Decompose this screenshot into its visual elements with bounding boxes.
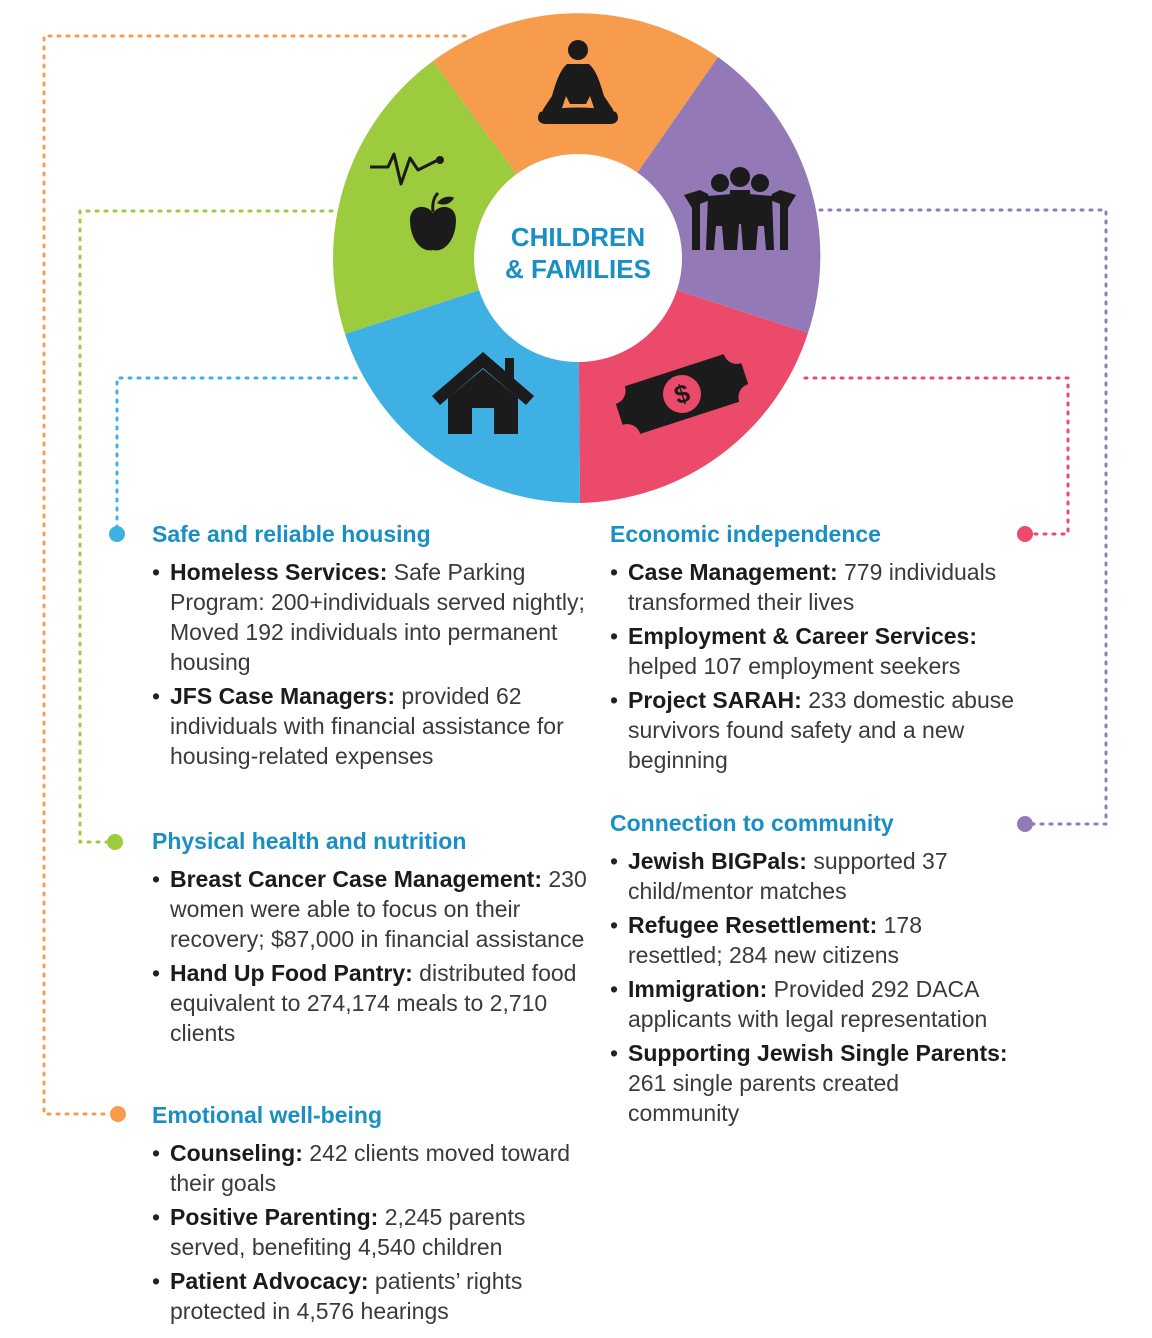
section-housing — [152, 522, 592, 775]
item-text: distributed food equivalent to 274,174 meals to 2,710 clients — [170, 960, 577, 1047]
item-label: Employment & Career Services: — [628, 623, 977, 650]
item-text: 779 individuals transformed their lives — [628, 559, 997, 616]
list-item — [610, 974, 1010, 1034]
list-item — [610, 846, 1010, 906]
section-emotional — [152, 1103, 592, 1330]
item-text: 178 resettled; 284 new citizens — [628, 912, 922, 969]
svg-text:$: $ — [670, 377, 694, 411]
item-text: supported 37 child/mentor matches — [628, 848, 948, 905]
list-item — [610, 910, 1010, 970]
item-label: Patient Advocacy: — [170, 1268, 369, 1295]
item-text: helped 107 employment seekers — [628, 653, 961, 680]
list-item — [610, 1038, 1010, 1128]
item-label: Hand Up Food Pantry: — [170, 960, 413, 987]
item-label: Homeless Services: — [170, 559, 388, 586]
section-title-community: Connection to community — [610, 810, 894, 836]
item-text: patients’ rights protected in 4,576 hearings — [170, 1268, 523, 1325]
item-text: Provided 292 DACA applicants with legal representation — [628, 976, 988, 1033]
list-item — [610, 685, 1030, 775]
item-text: 2,245 parents served, benefiting 4,540 children — [170, 1204, 526, 1261]
list-item — [152, 557, 592, 677]
section-health — [152, 829, 592, 1052]
dot-housing — [109, 526, 125, 542]
list-item — [152, 1266, 592, 1326]
dot-community — [1017, 816, 1033, 832]
item-label: Breast Cancer Case Management: — [170, 866, 542, 893]
dot-health — [107, 834, 123, 850]
list-item — [610, 621, 1030, 681]
item-label: Positive Parenting: — [170, 1204, 379, 1231]
item-label: Immigration: — [628, 976, 768, 1003]
section-title-emotional: Emotional well-being — [152, 1102, 383, 1128]
item-text: 230 women were able to focus on their recovery; $87,000 in financial assistance — [170, 866, 587, 953]
connector-economic — [805, 378, 1068, 534]
center-title-line2: & FAMILIES — [505, 254, 651, 284]
item-label: Refugee Resettlement: — [628, 912, 878, 939]
item-label: Project SARAH: — [628, 687, 802, 714]
item-text: Safe Parking Program: 200+individuals served nightly; Moved 192 individuals into permanent housing — [170, 559, 585, 676]
item-text: 242 clients moved toward their goals — [170, 1140, 571, 1197]
item-label: Counseling: — [170, 1140, 303, 1167]
section-title-housing: Safe and reliable housing — [152, 521, 431, 547]
section-economic — [610, 522, 1030, 779]
item-text: 233 domestic abuse survivors found safety and a new beginning — [628, 687, 1015, 774]
list-item — [152, 864, 592, 954]
list-item — [152, 958, 592, 1048]
item-text: provided 62 individuals with financial assistance for housing-related expenses — [170, 683, 564, 770]
list-item — [610, 557, 1030, 617]
item-label: Case Management: — [628, 559, 838, 586]
item-label: Supporting Jewish Single Parents: — [628, 1040, 1008, 1067]
center-title-line1: CHILDREN — [510, 222, 646, 252]
item-label: Jewish BIGPals: — [628, 848, 807, 875]
item-text: 261 single parents created community — [628, 1070, 900, 1127]
section-title-health: Physical health and nutrition — [152, 828, 467, 854]
item-label: JFS Case Managers: — [170, 683, 395, 710]
list-item — [152, 1138, 592, 1198]
section-community — [610, 811, 1010, 1132]
section-title-economic: Economic independence — [610, 521, 881, 547]
dot-emotional — [110, 1106, 126, 1122]
list-item — [152, 1202, 592, 1262]
list-item — [152, 681, 592, 771]
connector-housing — [117, 378, 356, 528]
